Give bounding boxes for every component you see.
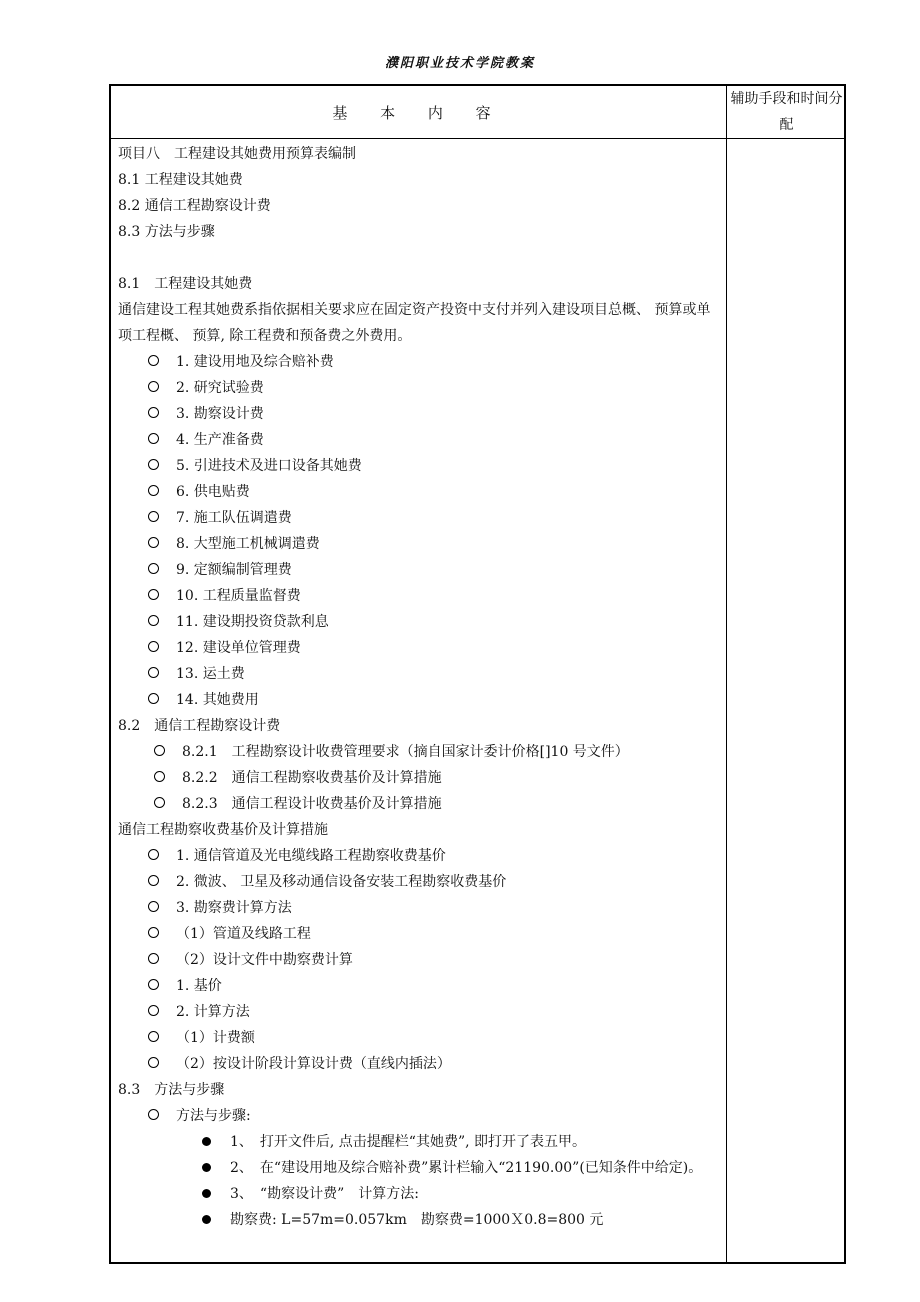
circle-bullet-icon xyxy=(148,875,159,886)
circle-bullet-icon xyxy=(148,1109,159,1120)
list-item: 12. 建设单位管理费 xyxy=(118,635,722,661)
list-item: 8.2.2 通信工程勘察收费基价及计算措施 xyxy=(118,765,722,791)
list-item: 7. 施工队伍调遣费 xyxy=(118,505,722,531)
list-item: 3. 勘察费计算方法 xyxy=(118,895,722,921)
circle-bullet-icon xyxy=(148,355,159,366)
circle-bullet-icon xyxy=(148,1005,159,1016)
circle-bullet-icon xyxy=(148,381,159,392)
survey-fee-list xyxy=(118,843,722,1077)
circle-bullet-icon xyxy=(154,797,165,808)
circle-bullet-icon xyxy=(148,615,159,626)
outline-item: 8.3 方法与步骤 xyxy=(118,224,215,240)
filled-bullet-icon xyxy=(202,1137,211,1146)
column-header-side: 辅助手段和时间分配 xyxy=(730,91,843,133)
step-item: 2、 在“建设用地及综合赔补费”累计栏输入“21190.00”(已知条件中给定)。 xyxy=(118,1155,722,1181)
step-item: 勘察费: L=57m=0.057km 勘察费=1000Ｘ0.8=800 元 xyxy=(118,1207,722,1233)
section-title: 8.3 方法与步骤 xyxy=(118,1082,225,1098)
circle-bullet-icon xyxy=(148,953,159,964)
circle-bullet-icon xyxy=(148,511,159,522)
circle-bullet-icon xyxy=(154,771,165,782)
spacer xyxy=(118,245,722,271)
step-item: 3、 “勘察设计费” 计算方法: xyxy=(118,1181,722,1207)
list-item: 11. 建设期投资贷款利息 xyxy=(118,609,722,635)
list-item: 3. 勘察设计费 xyxy=(118,401,722,427)
circle-bullet-icon xyxy=(148,1031,159,1042)
list-item: 1. 通信管道及光电缆线路工程勘察收费基价 xyxy=(118,843,722,869)
circle-bullet-icon xyxy=(148,979,159,990)
circle-bullet-icon xyxy=(148,849,159,860)
circle-bullet-icon xyxy=(148,459,159,470)
circle-bullet-icon xyxy=(148,667,159,678)
circle-bullet-icon xyxy=(148,1057,159,1068)
list-item: 2. 计算方法 xyxy=(118,999,722,1025)
paragraph: 通信建设工程其她费系指依据相关要求应在固定资产投资中支付并列入建设项目总概、 预算或单项工程概、 预算, 除工程费和预备费之外费用。 xyxy=(118,302,711,344)
list-item: 1. 基价 xyxy=(118,973,722,999)
column-divider xyxy=(726,86,727,1262)
list-item: 4. 生产准备费 xyxy=(118,427,722,453)
filled-bullet-icon xyxy=(202,1215,211,1224)
list-item: 8. 大型施工机械调遣费 xyxy=(118,531,722,557)
circle-bullet-icon xyxy=(148,927,159,938)
section-title: 8.2 通信工程勘察设计费 xyxy=(118,718,281,734)
filled-bullet-icon xyxy=(202,1163,211,1172)
step-item: 1、 打开文件后, 点击提醒栏“其她费”, 即打开了表五甲。 xyxy=(118,1129,722,1155)
list-item: （1）管道及线路工程 xyxy=(118,921,722,947)
outline-item: 8.2 通信工程勘察设计费 xyxy=(118,198,271,214)
list-item: 9. 定额编制管理费 xyxy=(118,557,722,583)
circle-bullet-icon xyxy=(148,901,159,912)
circle-bullet-icon xyxy=(148,407,159,418)
list-item: 5. 引进技术及进口设备其她费 xyxy=(118,453,722,479)
header-divider xyxy=(111,138,844,139)
list-item: 2. 研究试验费 xyxy=(118,375,722,401)
circle-bullet-icon xyxy=(148,693,159,704)
fee-list xyxy=(118,349,722,713)
circle-bullet-icon xyxy=(148,485,159,496)
list-item: （2）按设计阶段计算设计费（直线内插法） xyxy=(118,1051,722,1077)
circle-bullet-icon xyxy=(148,433,159,444)
list-item: 8.2.3 通信工程设计收费基价及计算措施 xyxy=(118,791,722,817)
list-item: 10. 工程质量监督费 xyxy=(118,583,722,609)
column-header-main: 基 本 内 容 xyxy=(332,103,505,122)
section-title: 8.1 工程建设其她费 xyxy=(118,276,253,292)
list-item: （1）计费额 xyxy=(118,1025,722,1051)
main-content xyxy=(118,141,722,1233)
filled-bullet-icon xyxy=(202,1189,211,1198)
lesson-table xyxy=(109,84,846,1264)
list-item: 14. 其她费用 xyxy=(118,687,722,713)
outline-item: 8.1 工程建设其她费 xyxy=(118,172,243,188)
subsection-list xyxy=(118,739,722,817)
circle-bullet-icon xyxy=(148,641,159,652)
list-item: 方法与步骤: xyxy=(118,1103,722,1129)
project-title: 项目八 工程建设其她费用预算表编制 xyxy=(118,146,356,162)
circle-bullet-icon xyxy=(154,745,165,756)
list-item: 8.2.1 工程勘察设计收费管理要求（摘自国家计委计价格[]10 号文件） xyxy=(118,739,722,765)
circle-bullet-icon xyxy=(148,537,159,548)
list-item: （2）设计文件中勘察费计算 xyxy=(118,947,722,973)
circle-bullet-icon xyxy=(148,589,159,600)
page-header: 濮阳职业技术学院教案 xyxy=(384,56,535,71)
list-item: 2. 微波、 卫星及移动通信设备安装工程勘察收费基价 xyxy=(118,869,722,895)
paragraph: 通信工程勘察收费基价及计算措施 xyxy=(118,822,328,838)
list-item: 6. 供电贴费 xyxy=(118,479,722,505)
list-item: 1. 建设用地及综合赔补费 xyxy=(118,349,722,375)
list-item: 13. 运土费 xyxy=(118,661,722,687)
circle-bullet-icon xyxy=(148,563,159,574)
steps-list xyxy=(118,1129,722,1233)
